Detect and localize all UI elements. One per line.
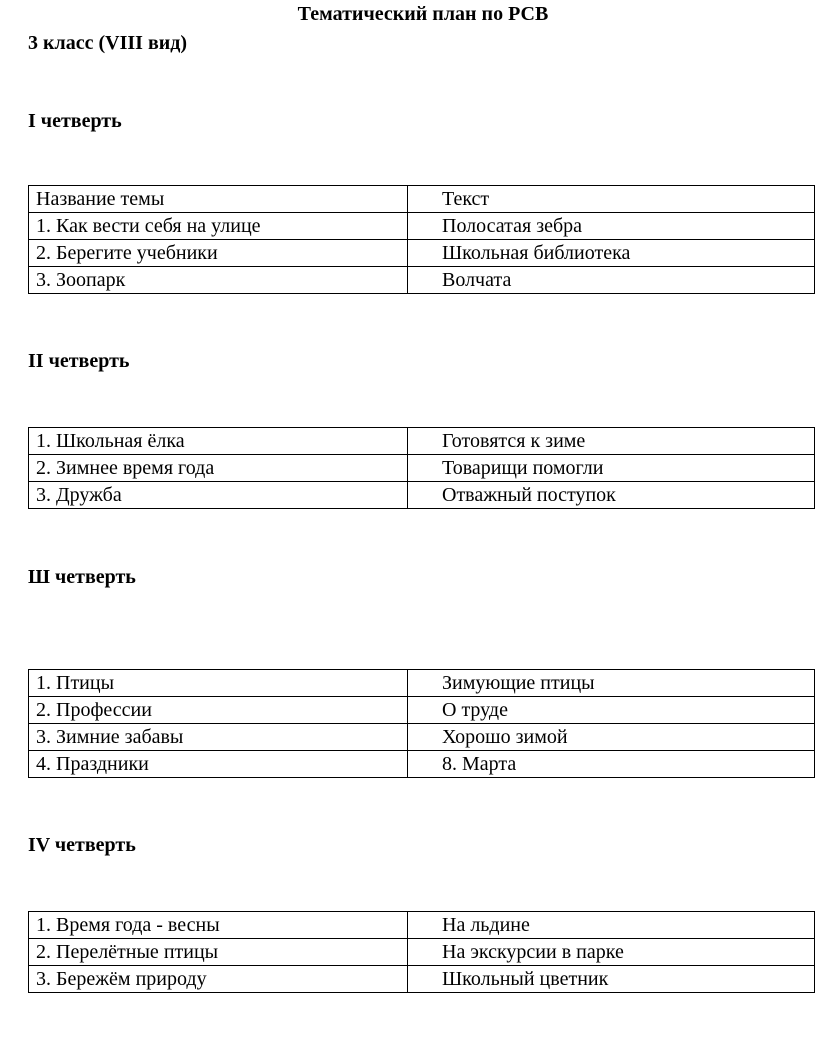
topic-cell: 3. Зоопарк	[29, 267, 408, 294]
text-cell: Отважный поступок	[408, 482, 815, 509]
table-row	[29, 912, 815, 939]
table-row	[29, 213, 815, 240]
table-row	[29, 751, 815, 778]
table-row	[29, 186, 815, 213]
topic-cell: 3. Бережём природу	[29, 966, 408, 993]
quarter-4-heading: IV четверть	[28, 834, 136, 856]
class-subtitle: 3 класс (VIII вид)	[28, 32, 188, 54]
topic-cell: 1. Школьная ёлка	[29, 428, 408, 455]
quarter-1-heading: I четверть	[28, 110, 122, 132]
topic-cell: 1. Как вести себя на улице	[29, 213, 408, 240]
table-row	[29, 267, 815, 294]
table-row	[29, 966, 815, 993]
text-cell: Школьный цветник	[408, 966, 815, 993]
topic-cell: 3. Дружба	[29, 482, 408, 509]
topic-cell: 2. Берегите учебники	[29, 240, 408, 267]
quarter-3-table	[28, 669, 815, 778]
text-cell: Хорошо зимой	[408, 724, 815, 751]
topic-cell: 4. Праздники	[29, 751, 408, 778]
document-title: Тематический план по РСВ	[297, 3, 549, 25]
text-cell: Зимующие птицы	[408, 670, 815, 697]
topic-cell: 3. Зимние забавы	[29, 724, 408, 751]
text-cell: Товарищи помогли	[408, 455, 815, 482]
topic-header-cell: Название темы	[29, 186, 408, 213]
topic-cell: 2. Зимнее время года	[29, 455, 408, 482]
table-row	[29, 482, 815, 509]
quarter-2-heading: II четверть	[28, 350, 130, 372]
quarter-1-table	[28, 185, 815, 294]
table-row	[29, 939, 815, 966]
topic-cell: 1. Птицы	[29, 670, 408, 697]
text-cell: 8. Марта	[408, 751, 815, 778]
quarter-3-heading: Ш четверть	[28, 566, 136, 588]
text-cell: Школьная библиотека	[408, 240, 815, 267]
quarter-2-table	[28, 427, 815, 509]
topic-cell: 1. Время года - весны	[29, 912, 408, 939]
table-row	[29, 428, 815, 455]
table-row	[29, 670, 815, 697]
table-row	[29, 697, 815, 724]
topic-cell: 2. Профессии	[29, 697, 408, 724]
text-header-cell: Текст	[408, 186, 815, 213]
text-cell: О труде	[408, 697, 815, 724]
text-cell: На льдине	[408, 912, 815, 939]
text-cell: Полосатая зебра	[408, 213, 815, 240]
table-row	[29, 240, 815, 267]
topic-cell: 2. Перелётные птицы	[29, 939, 408, 966]
text-cell: Волчата	[408, 267, 815, 294]
text-cell: На экскурсии в парке	[408, 939, 815, 966]
quarter-4-table	[28, 911, 815, 993]
text-cell: Готовятся к зиме	[408, 428, 815, 455]
table-row	[29, 455, 815, 482]
table-row	[29, 724, 815, 751]
